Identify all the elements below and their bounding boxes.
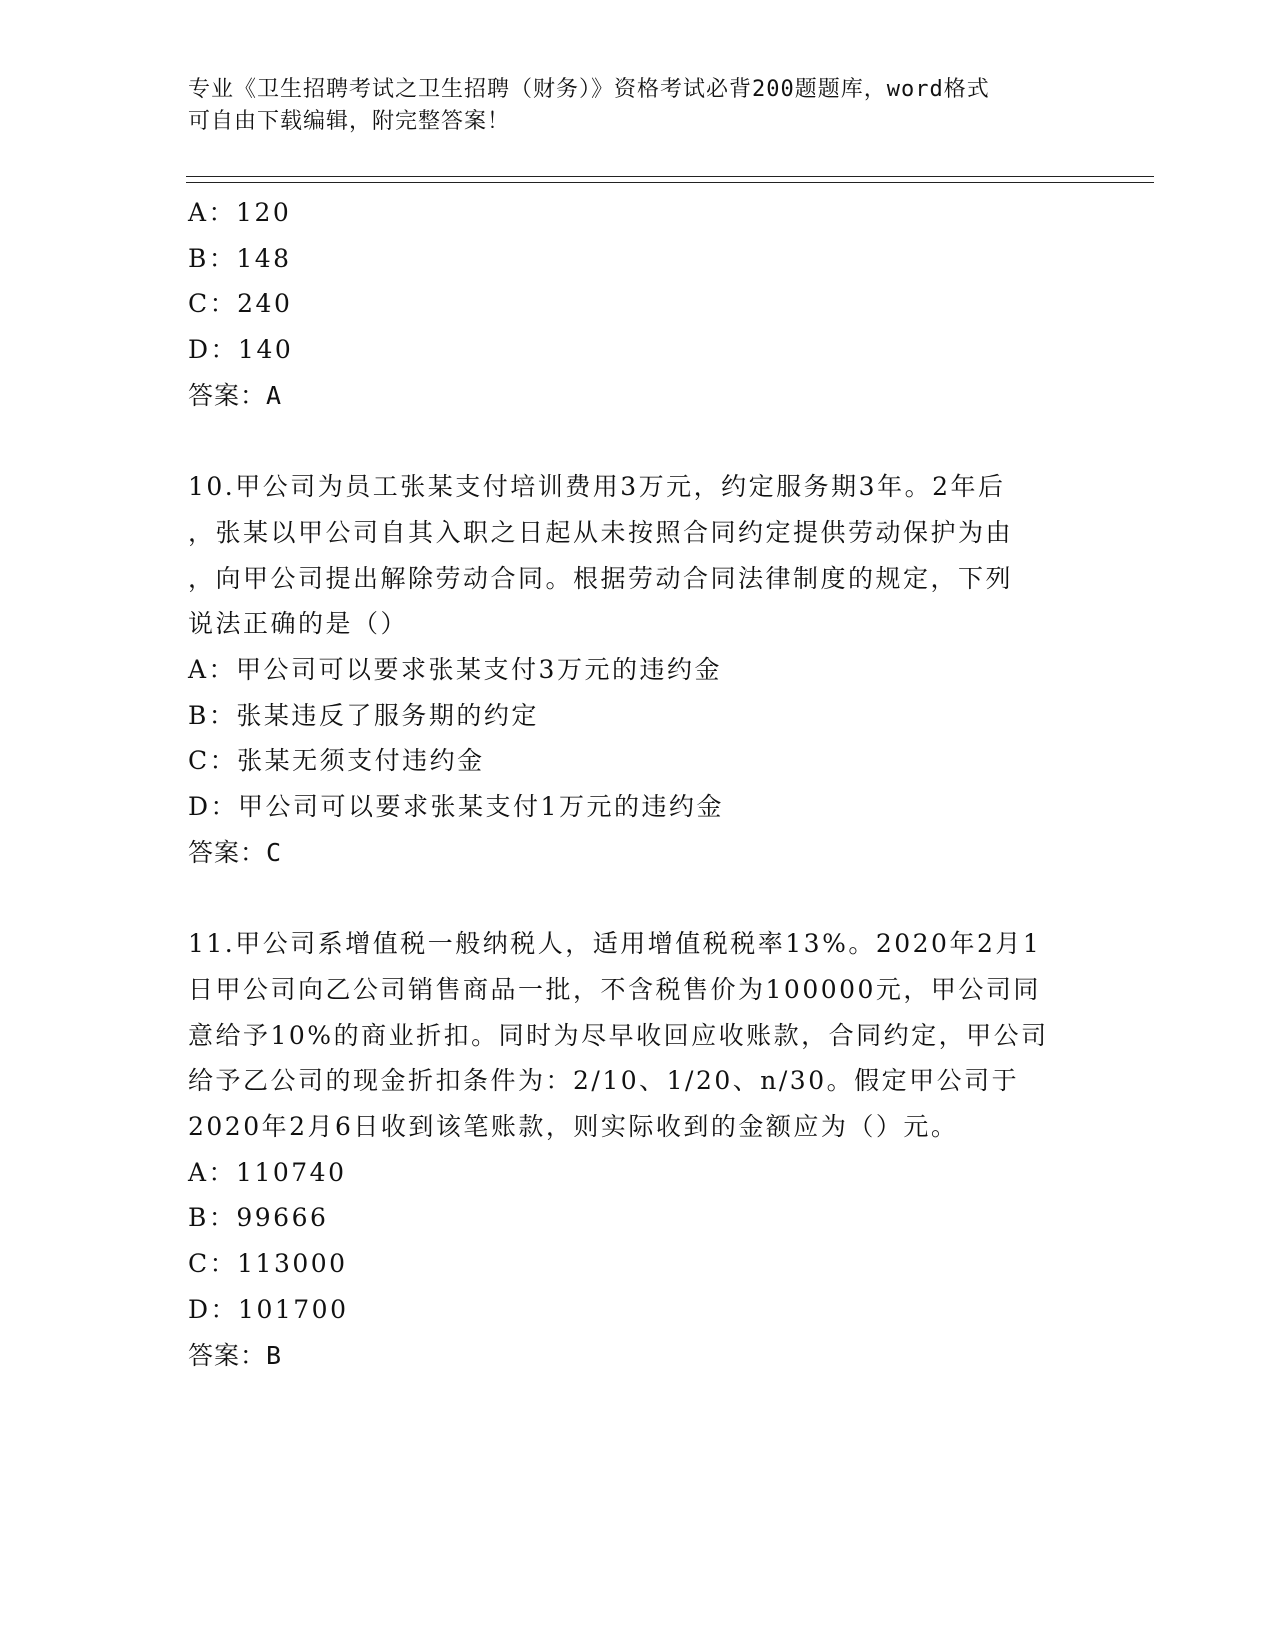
header-divider-top: [186, 176, 1154, 177]
spacer: [188, 419, 1088, 465]
question-stem-line: 2020年2月6日收到该笔账款，则实际收到的金额应为（）元。: [188, 1112, 959, 1142]
option-c: C：113000: [188, 1249, 348, 1279]
question-stem-line: ，向甲公司提出解除劳动合同。根据劳动合同法律制度的规定，下列: [188, 563, 1014, 593]
option-a: A：120: [188, 198, 292, 227]
question-stem-line: 意给予10%的商业折扣。同时为尽早收回应收账款，合同约定，甲公司: [188, 1020, 1049, 1050]
answer-line: 答案：A: [188, 380, 283, 410]
question-stem-line: 10.甲公司为员工张某支付培训费用3万元，约定服务期3年。2年后: [188, 472, 1006, 502]
question-10-block: [188, 464, 1088, 875]
answer-line: 答案：B: [188, 1340, 283, 1370]
question-stem-line: ，张某以甲公司自其入职之日起从未按照合同约定提供劳动保护为由: [188, 517, 1014, 547]
option-c: C：张某无须支付违约金: [188, 746, 485, 776]
option-b: B：148: [188, 243, 292, 273]
question-9-block: [188, 190, 1088, 419]
header-title-line-1: 专业《卫生招聘考试之卫生招聘（财务）》资格考试必背200题题库，word格式: [188, 77, 990, 102]
spacer: [188, 876, 1088, 922]
option-b: B：99666: [188, 1203, 329, 1233]
question-stem-line: 说法正确的是（）: [188, 609, 409, 639]
option-a: A：甲公司可以要求张某支付3万元的违约金: [188, 655, 722, 685]
option-d: D：甲公司可以要求张某支付1万元的违约金: [188, 792, 724, 822]
question-stem-line: 11.甲公司系增值税一般纳税人，适用增值税税率13%。2020年2月1: [188, 929, 1042, 959]
option-d: D：140: [188, 335, 294, 365]
option-a: A：110740: [188, 1157, 347, 1187]
header-title-line-2: 可自由下载编辑，附完整答案！: [188, 109, 511, 134]
header-divider-bottom: [186, 182, 1154, 183]
question-stem-line: 给予乙公司的现金折扣条件为：2/10、1/20、n/30。假定甲公司于: [188, 1066, 1020, 1096]
answer-line: 答案：C: [188, 837, 283, 867]
document-header: [188, 74, 1088, 138]
question-content: [188, 190, 1088, 1378]
option-c: C：240: [188, 289, 293, 319]
question-stem-line: 日甲公司向乙公司销售商品一批，不含税售价为100000元，甲公司同: [188, 974, 1041, 1004]
question-11-block: [188, 921, 1088, 1378]
option-d: D：101700: [188, 1294, 349, 1324]
option-b: B：张某违反了服务期的约定: [188, 700, 539, 730]
